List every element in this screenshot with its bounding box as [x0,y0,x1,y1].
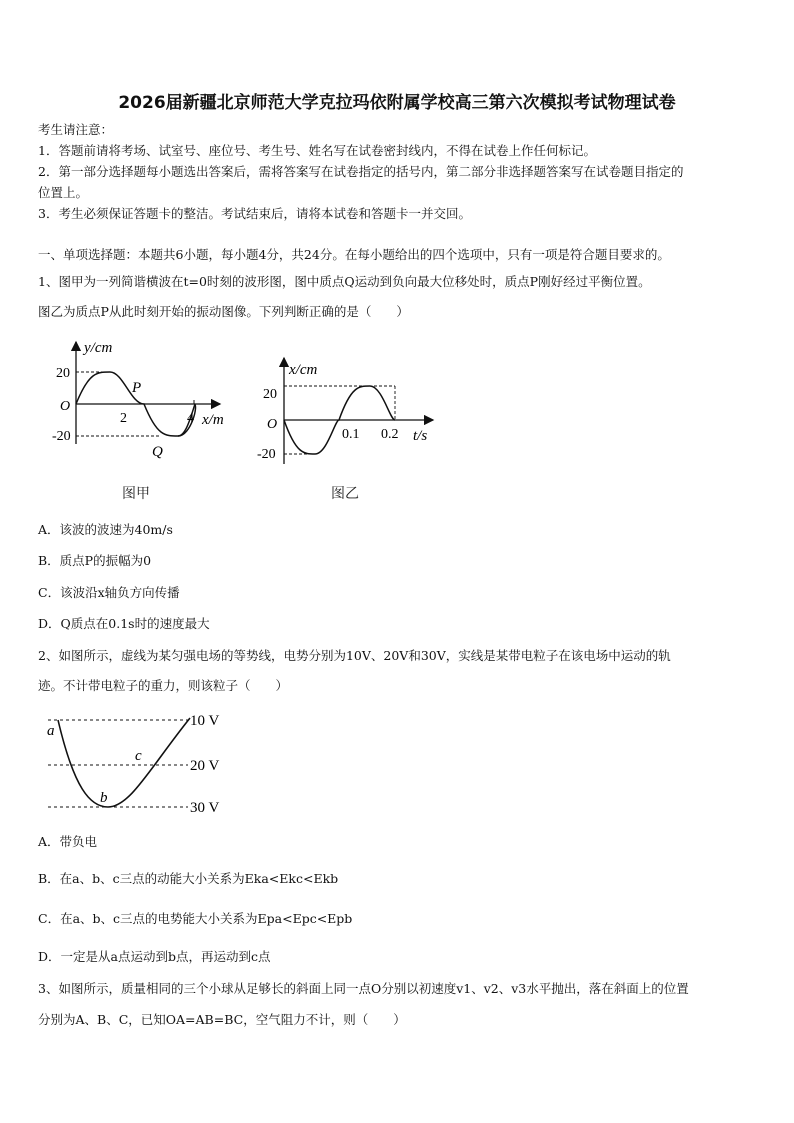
tlabel: t/s [413,428,428,444]
notice-item-2: 2．第一部分选择题每小题选出答案后，需将答案写在试卷指定的括号内，第二部分非选择题答案写在试卷题目指定的 [38,164,684,179]
q1-figure-wave [48,336,248,508]
caption-yi: 图乙 [331,486,359,502]
q3-stem-line2: 分别为A、B、C，已知OA=AB=BC，空气阻力不计，则（ ） [38,1012,406,1027]
origin: O [60,399,71,414]
page-title: 2026届新疆北京师范大学克拉玛依附属学校高三第六次模拟考试物理试卷 [118,93,676,113]
trajectory [58,718,190,807]
xtick-4: 4 [187,411,194,426]
q2-option-c: C．在a、b、c三点的电势能大小关系为Epa<Epc<Epb [38,911,353,926]
ylabel: y/cm [84,340,113,356]
q1-option-d: D．Q质点在0.1s时的速度最大 [38,616,210,631]
ytick-20: 20 [56,366,70,381]
xtick-2: 2 [120,411,127,426]
ttick-0.2: 0.2 [381,427,399,442]
q1-stem-line2: 图乙为质点P从此时刻开始的振动图像。下列判断正确的是（ ） [38,304,409,319]
point-c: c [135,748,142,764]
q2-option-a: A．带负电 [38,834,98,849]
label-P: P [132,380,142,396]
caption-jia: 图甲 [122,486,150,502]
q2-figure-field [40,708,240,818]
notice-item-3: 3．考生必须保证答题卡的整洁。考试结束后，请将本试卷和答题卡一并交回。 [38,206,471,221]
q2-stem-line1: 2、如图所示，虚线为某匀强电场的等势线，电势分别为10V、20V和30V，实线是某带电粒子在该电场中运动的轨 [38,648,671,663]
q1-figure-vibration [255,352,445,508]
ylabel: x/cm [289,362,318,378]
ytick-neg20: -20 [52,429,71,444]
notice-heading: 考生请注意： [38,122,114,137]
voltage-10: 10 V [190,713,220,729]
q1-option-b: B．质点P的振幅为0 [38,553,152,568]
q1-stem-line1: 1、图甲为一列简谐横波在t=0时刻的波形图，图中质点Q运动到负向最大位移处时，质点P刚好经过平衡位置。 [38,274,651,289]
ytick-neg20: -20 [257,447,276,462]
voltage-20: 20 V [190,758,220,774]
q2-option-d: D．一定是从a点运动到b点，再运动到c点 [38,949,271,964]
notice-item-2-cont: 位置上。 [38,185,89,200]
q3-stem-line1: 3、如图所示，质量相同的三个小球从足够长的斜面上同一点O分别以初速度v1、v2、v3水平抛出，落在斜面上的位置 [38,981,689,996]
q1-option-a: A．该波的波速为40m/s [38,522,173,537]
origin: O [267,417,278,432]
point-b: b [100,790,108,806]
point-a: a [47,723,55,739]
notice-item-1: 1．答题前请将考场、试室号、座位号、考生号、姓名写在试卷密封线内，不得在试卷上作任何标记。 [38,143,596,158]
q2-option-b: B．在a、b、c三点的动能大小关系为Eka<Ekc<Ekb [38,871,339,886]
q2-stem-line2: 迹。不计带电粒子的重力，则该粒子（ ） [38,678,289,693]
voltage-30: 30 V [190,800,220,816]
ttick-0.1: 0.1 [342,427,360,442]
xlabel: x/m [202,412,224,428]
label-Q: Q [152,444,163,460]
ytick-20: 20 [263,387,277,402]
q1-option-c: C．该波沿x轴负方向传播 [38,585,180,600]
section-heading: 一、单项选择题：本题共6小题，每小题4分，共24分。在每小题给出的四个选项中，只有一项是符合题目要求的。 [38,247,670,262]
